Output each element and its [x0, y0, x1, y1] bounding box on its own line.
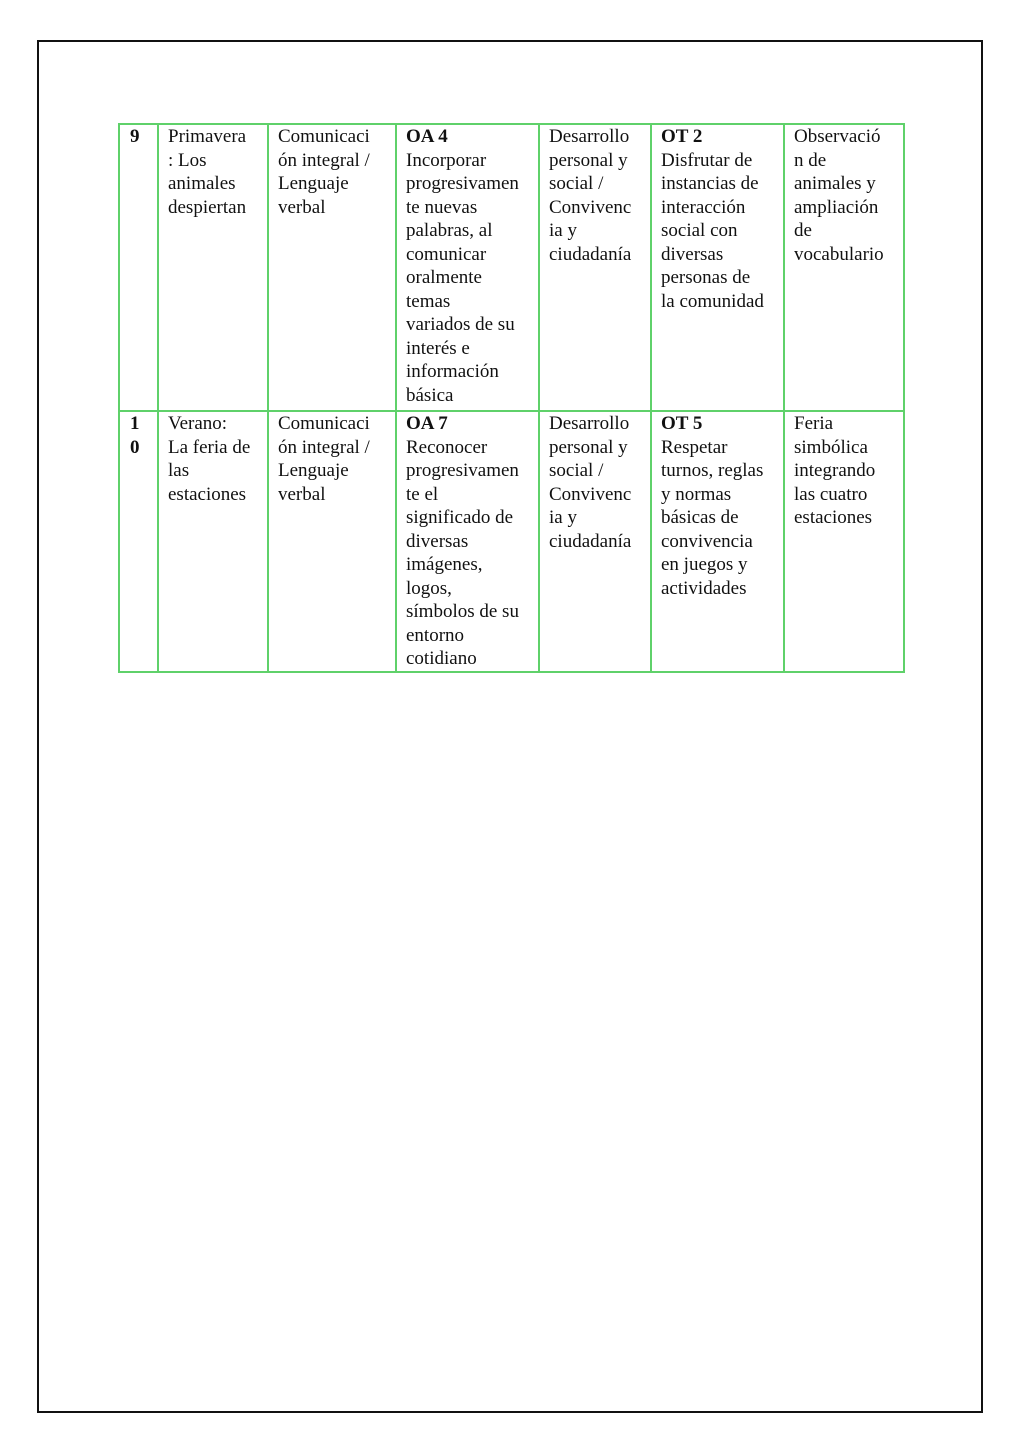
activity-cell [784, 411, 904, 672]
area-line: verbal [278, 196, 326, 218]
unit-cell [158, 124, 268, 411]
row-number-cell [119, 411, 158, 672]
table-row [119, 411, 904, 672]
transversal-area-line: Convivenc [549, 483, 632, 505]
ot-line: personas de [661, 267, 751, 288]
oa-line: significado de [406, 507, 514, 528]
row-number-line: 0 [130, 436, 140, 458]
transversal-area-cell [539, 124, 651, 411]
activity-line: ampliación [794, 196, 879, 218]
ot-line: social con [661, 220, 738, 241]
ot-line: convivencia [661, 530, 753, 552]
row-number-cell [119, 124, 158, 411]
transversal-objective-cell [651, 411, 784, 672]
transversal-area-line: ia y [549, 220, 577, 241]
activity-cell [784, 124, 904, 411]
transversal-area-line: ciudadanía [549, 243, 632, 265]
oa-line: palabras, al [406, 220, 493, 241]
oa-line: te el [406, 483, 439, 505]
oa-line: información [406, 361, 499, 382]
unit-line: estaciones [168, 483, 247, 505]
ot-line: y normas [661, 483, 732, 505]
area-cell [268, 411, 396, 672]
transversal-area-line: personal y [549, 436, 628, 458]
ot-code: OT 2 [661, 126, 703, 147]
oa-line: cotidiano [406, 648, 477, 669]
oa-line: temas [406, 290, 451, 312]
area-line: ón integral / [278, 436, 370, 458]
ot-line: en juegos y [661, 554, 748, 575]
oa-line: imágenes, [406, 554, 483, 575]
unit-line: : Los [168, 149, 207, 171]
area-cell [268, 124, 396, 411]
transversal-area-line: Desarrollo [549, 413, 630, 434]
oa-line: Reconocer [406, 436, 488, 458]
activity-line: animales y [794, 173, 876, 194]
ot-code: OT 5 [661, 413, 703, 434]
table-row [119, 124, 904, 411]
activity-line: simbólica [794, 436, 868, 458]
ot-line: la comunidad [661, 290, 764, 312]
oa-line: variados de su [406, 314, 515, 335]
area-line: verbal [278, 483, 326, 505]
oa-line: progresivamen [406, 460, 519, 481]
ot-line: Respetar [661, 436, 728, 458]
transversal-area-line: personal y [549, 149, 628, 171]
activity-line: estaciones [794, 507, 873, 528]
unit-line: animales [168, 173, 236, 194]
unit-line: despiertan [168, 196, 247, 218]
oa-line: entorno [406, 624, 465, 646]
learning-objective-cell [396, 124, 539, 411]
transversal-area-cell [539, 411, 651, 672]
transversal-area-line: Convivenc [549, 196, 632, 218]
row-number-line: 1 [130, 413, 140, 434]
unit-line: La feria de [168, 436, 251, 458]
ot-line: actividades [661, 577, 747, 599]
transversal-area-line: social / [549, 173, 604, 194]
activity-line: integrando [794, 460, 876, 481]
activity-line: vocabulario [794, 243, 884, 265]
ot-line: interacción [661, 196, 746, 218]
row-number: 9 [130, 126, 140, 147]
oa-line: interés e [406, 337, 470, 359]
transversal-area-line: ciudadanía [549, 530, 632, 552]
ot-line: turnos, reglas [661, 460, 764, 481]
oa-code: OA 7 [406, 413, 448, 434]
unit-line: las [168, 460, 190, 481]
ot-line: básicas de [661, 507, 739, 528]
oa-line: símbolos de su [406, 601, 519, 622]
learning-objective-cell [396, 411, 539, 672]
oa-line: diversas [406, 530, 469, 552]
transversal-area-line: Desarrollo [549, 126, 630, 147]
activity-line: de [794, 220, 812, 241]
area-line: Comunicaci [278, 413, 370, 434]
ot-line: instancias de [661, 173, 759, 194]
oa-line: te nuevas [406, 196, 478, 218]
area-line: Lenguaje [278, 173, 349, 194]
transversal-objective-cell [651, 124, 784, 411]
transversal-area-line: social / [549, 460, 604, 481]
ot-line: Disfrutar de [661, 149, 753, 171]
unit-line: Verano: [168, 413, 228, 434]
area-line: Lenguaje [278, 460, 349, 481]
unit-line: Primavera [168, 126, 247, 147]
oa-line: básica [406, 384, 454, 406]
activity-line: Feria [794, 413, 834, 434]
ot-line: diversas [661, 243, 724, 265]
oa-code: OA 4 [406, 126, 448, 147]
transversal-area-line: ia y [549, 507, 577, 528]
oa-line: progresivamen [406, 173, 519, 194]
activity-line: Observació [794, 126, 881, 147]
activity-line: las cuatro [794, 483, 868, 505]
planning-table [118, 123, 905, 673]
area-line: Comunicaci [278, 126, 370, 147]
oa-line: logos, [406, 577, 452, 599]
unit-cell [158, 411, 268, 672]
oa-line: Incorporar [406, 149, 487, 171]
oa-line: oralmente [406, 267, 482, 288]
area-line: ón integral / [278, 149, 370, 171]
oa-line: comunicar [406, 243, 487, 265]
activity-line: n de [794, 149, 827, 171]
